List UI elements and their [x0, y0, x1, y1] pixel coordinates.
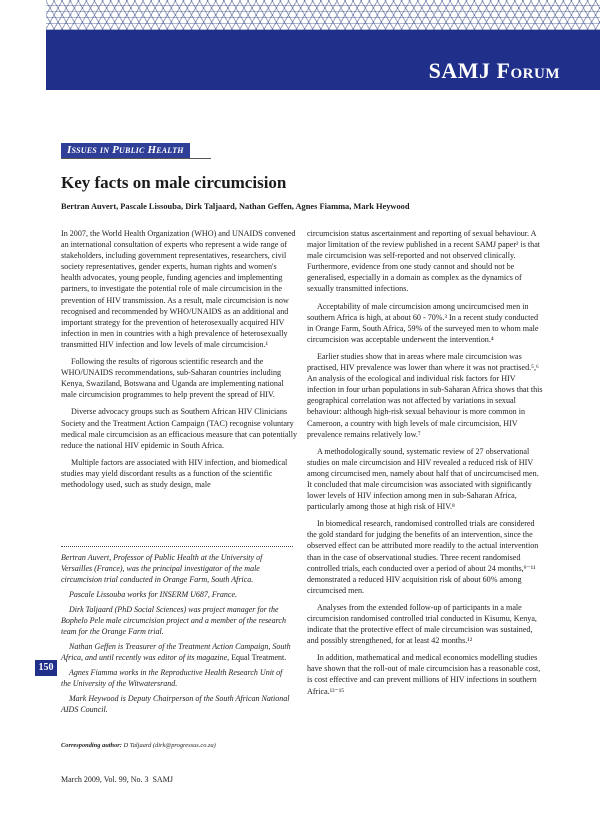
corresponding-label: Corresponding author: [61, 742, 122, 749]
body-column-right [307, 228, 544, 703]
footer-issue: March 2009, Vol. 99, No. 3 [61, 775, 149, 784]
paragraph: In addition, mathematical and medical economics modelling studies have shown that the roll-out of male circumcision has a reasonable cost, is cost effective and can prevent millions of HIV infections in southern Africa.¹³⁻¹⁵ [307, 653, 541, 696]
page-number: 150 [35, 660, 57, 676]
author-bio: Mark Heywood is Deputy Chairperson of the South African National AIDS Council. [61, 694, 290, 714]
header-banner [46, 30, 600, 90]
section-rule [61, 158, 211, 159]
paragraph: Analyses from the extended follow-up of participants in a male circumcision randomised controlled trial conducted in Kisumu, Kenya, indicate that the protective effect of male circumcision was sustained, and possibly strengthened, for at least 42 months.¹² [307, 602, 537, 646]
journal-section-title: SAMJ Forum [428, 58, 560, 83]
paragraph: circumcision status ascertainment and reporting of sexual behaviour. A major limitation of the review published in a recent SAMJ paper² is that male circumcision was self-reported and not observed clinically. Furthermore, evidence from one study cannot and should not be generalised, especially in a domain as complex as the dynamics of sexually transmitted infections. [307, 229, 541, 294]
paragraph: Acceptability of male circumcision among uncircumcised men in southern Africa is high, at about 60 - 70%.³ In a recent study conducted in Orange Farm, South Africa, 59% of the surveyed men to whom male circumcision was acceptable underwent the intervention.⁴ [307, 301, 539, 344]
paragraph: A methodologically sound, systematic review of 27 observational studies on male circumcision and HIV revealed a reduced risk of HIV among circumcised men, namely about half that of uncircumcised men. It concluded that male circumcision was associated with significantly lower levels of HIV infection among men in sub-Saharan Africa, particularly among those at high risk of HIV.⁸ [307, 446, 539, 512]
author-bio: Agnes Fiamma works in the Reproductive Health Research Unit of the University of the Witwatersrand. [61, 668, 283, 688]
author-bio: Pascale Lissouba works for INSERM U687, France. [69, 590, 237, 599]
paragraph: In biomedical research, randomised controlled trials are considered the gold standard for judging the benefits of an intervention, since the observed effect can be attributed more readily to the actual intervention than in the case of observational studies. Three recent randomised controlled trials, each conducted over a period of about 24 months,⁹⁻¹¹ demonstrated a reduced HIV acquisition risk of about 60% among circumcised men. [307, 519, 539, 595]
author-bio [61, 641, 293, 663]
paragraph: In 2007, the World Health Organization (WHO) and UNAIDS convened an international consultation of experts who represent a wide range of stakeholders, including government representatives, researchers, civil society representatives, gender experts, human rights and women's health advocates, young people, funding agencies and implementing partners, to investigate the potential role of male circumcision in the prevention of HIV transmission. As a result, male circumcision is now recognised and recommended by WHO/UNAIDS as an additional and important strategy for the prevention of heterosexually acquired HIV infection in men in countries with a high prevalence of heterosexually transmitted HIV infection and low levels of male circumcision.¹ [61, 229, 296, 349]
paragraph: Earlier studies show that in areas where male circumcision was practised, HIV prevalence was lower than where it was not practised.⁵,⁶ An analysis of the ecological and individual risk factors for HIV infection in four urban populations in sub-Saharan Africa shows that this geographical correlation was not affected by variations in sexual behaviour: although high-risk sexual behaviour is more common in Cameroon, a country with high levels of male circumcision, HIV prevalence remains relatively low.⁷ [307, 351, 543, 439]
author-bios-box [61, 546, 293, 714]
corresponding-author [61, 742, 216, 749]
paragraph: Following the results of rigorous scientific research and the WHO/UNAIDS recommendations, sub-Saharan countries including Kenya, Swaziland, Botswana and Uganda are implementing national male circumcision programmes to help prevent the spread of HIV. [61, 357, 284, 400]
author-bio: Dirk Taljaard (PhD Social Sciences) was project manager for the Bophelo Pele male circumcision project and a member of the research team for the Orange Farm trial. [61, 605, 286, 636]
author-bio: Bertran Auvert, Professor of Public Health at the University of Versailles (France), was the principal investigator of the male circumcision trial conducted in Orange Farm, South Africa. [61, 553, 263, 584]
footer-journal: SAMJ [152, 775, 173, 784]
header-pattern [46, 0, 600, 30]
author-bio-text: Nathan Geffen is Treasurer of the Treatment Action Campaign, South Africa, and until recently was editor of its magazine, [61, 642, 291, 662]
paragraph: Multiple factors are associated with HIV infection, and biomedical studies may yield discordant results as a function of the scientific methodology used, such as study design, male [61, 457, 288, 489]
corresponding-value: D Taljaard (dirk@progressus.co.za) [123, 742, 216, 749]
author-list: Bertran Auvert, Pascale Lissouba, Dirk Taljaard, Nathan Geffen, Agnes Fiamma, Mark Heywood [61, 202, 410, 211]
page-footer [61, 775, 173, 784]
paragraph: Diverse advocacy groups such as Southern African HIV Clinicians Society and the Treatment Action Campaign (TAC) recognise voluntary medical male circumcision as an efficacious measure that can potentially reduce the national HIV epidemic in South Africa. [61, 407, 298, 450]
body-column-left [61, 228, 298, 496]
article-title: Key facts on male circumcision [61, 173, 287, 192]
section-label: Issues in Public Health [61, 143, 190, 158]
magazine-name: Equal Treatment. [231, 653, 287, 662]
